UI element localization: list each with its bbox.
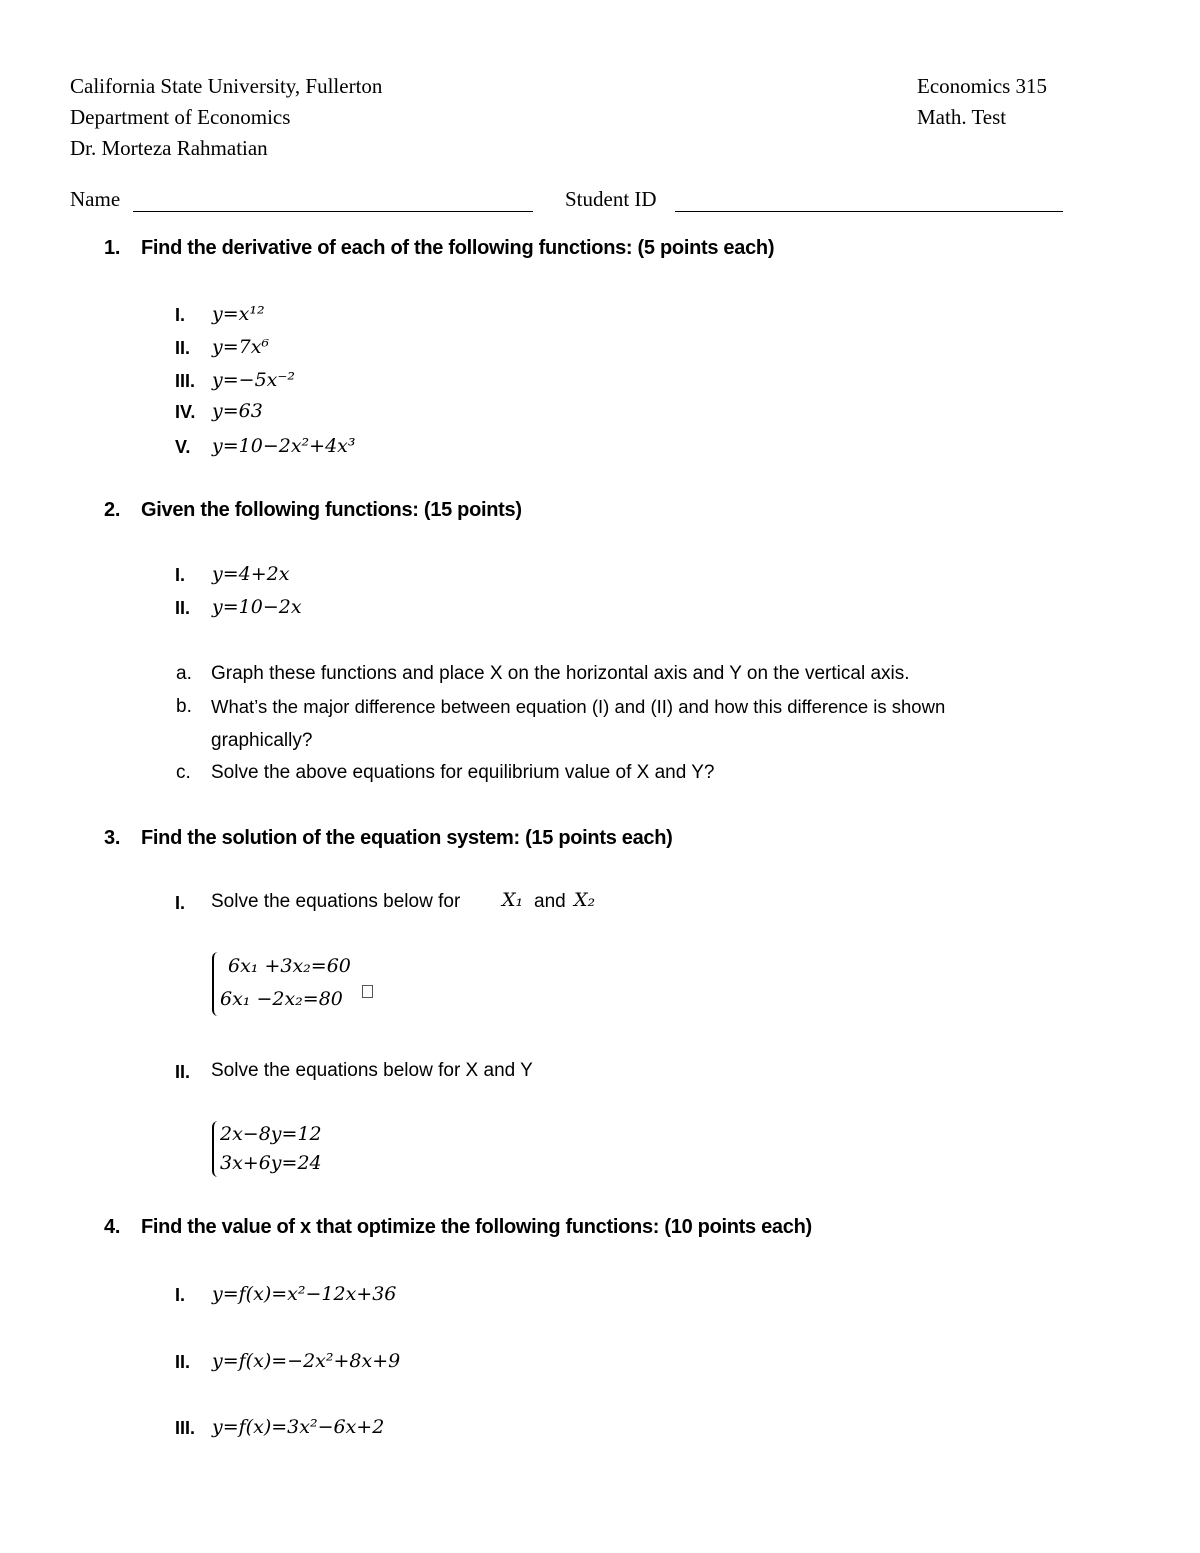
q2-part-text: What’s the major difference between equation (I) and (II) and how this difference is shown bbox=[211, 696, 946, 717]
q1-item-label: III. bbox=[175, 371, 196, 391]
q2-item-label: I. bbox=[175, 565, 186, 585]
question-1-number: 1. bbox=[104, 237, 121, 259]
university-name: California State University, Fullerton bbox=[70, 74, 383, 98]
q1-item-expression: y=x¹² bbox=[212, 303, 265, 325]
question-4-title: Find the value of x that optimize the following functions: (10 points each) bbox=[141, 1216, 812, 1238]
q2-part-text-continued: graphically? bbox=[211, 730, 313, 751]
instructor-name: Dr. Morteza Rahmatian bbox=[70, 136, 268, 160]
q3-part1-label: I. bbox=[175, 893, 186, 913]
test-title: Math. Test bbox=[917, 105, 1007, 129]
placeholder-box-icon bbox=[362, 985, 373, 998]
q1-item-label: I. bbox=[175, 305, 186, 325]
question-4-number: 4. bbox=[104, 1216, 121, 1238]
q2-part-label: c. bbox=[176, 762, 191, 783]
q3-var-x1: X₁ bbox=[502, 889, 524, 911]
q1-item-expression: y=63 bbox=[212, 400, 263, 422]
q3-part2-text: Solve the equations below for X and Y bbox=[211, 1060, 533, 1081]
q4-item-expression: y=f(x)=x²−12x+36 bbox=[212, 1283, 397, 1305]
q1-item-expression: y=−5x⁻² bbox=[212, 369, 296, 391]
q3-system2-eq1: 2x−8y=12 bbox=[220, 1123, 322, 1145]
q3-part2-label: II. bbox=[175, 1062, 191, 1082]
q3-and-text: and bbox=[534, 891, 566, 912]
system-brace bbox=[212, 952, 218, 1016]
q1-item-label: V. bbox=[175, 437, 191, 457]
q2-part-text: Graph these functions and place X on the horizontal axis and Y on the vertical axis. bbox=[211, 663, 910, 684]
question-3-title: Find the solution of the equation system: (15 points each) bbox=[141, 827, 673, 849]
q3-system1-eq1: 6x₁ +3x₂=60 bbox=[228, 955, 351, 977]
course-title: Economics 315 bbox=[917, 74, 1048, 98]
q2-item-expression: y=10−2x bbox=[212, 596, 302, 618]
q4-item-expression: y=f(x)=−2x²+8x+9 bbox=[212, 1350, 401, 1372]
question-3-number: 3. bbox=[104, 827, 121, 849]
name-blank-line[interactable] bbox=[133, 211, 533, 212]
q1-item-expression: y=10−2x²+4x³ bbox=[212, 435, 356, 457]
q1-item-label: IV. bbox=[175, 402, 196, 422]
q2-item-label: II. bbox=[175, 598, 191, 618]
student-id-label: Student ID bbox=[565, 187, 657, 211]
question-2-number: 2. bbox=[104, 499, 121, 521]
q3-system1-eq2: 6x₁ −2x₂=80 bbox=[220, 988, 343, 1010]
question-2-title: Given the following functions: (15 points) bbox=[141, 499, 522, 521]
q1-item-label: II. bbox=[175, 338, 191, 358]
q3-system2-eq2: 3x+6y=24 bbox=[220, 1152, 322, 1174]
question-1-title: Find the derivative of each of the following functions: (5 points each) bbox=[141, 237, 775, 259]
q2-part-label: a. bbox=[176, 663, 192, 684]
q3-var-x2: X₂ bbox=[574, 889, 596, 911]
q4-item-label: II. bbox=[175, 1352, 191, 1372]
student-id-blank-line[interactable] bbox=[675, 211, 1063, 212]
q4-item-label: III. bbox=[175, 1418, 196, 1438]
system-brace bbox=[212, 1121, 218, 1177]
q2-part-text: Solve the above equations for equilibrium value of X and Y? bbox=[211, 762, 715, 783]
q4-item-label: I. bbox=[175, 1285, 186, 1305]
q3-part1-text: Solve the equations below for bbox=[211, 891, 461, 912]
q4-item-expression: y=f(x)=3x²−6x+2 bbox=[212, 1416, 385, 1438]
name-label: Name bbox=[70, 187, 121, 211]
q2-item-expression: y=4+2x bbox=[212, 563, 290, 585]
department-name: Department of Economics bbox=[70, 105, 291, 129]
q2-part-label: b. bbox=[176, 696, 192, 717]
q1-item-expression: y=7x⁶ bbox=[212, 336, 270, 358]
